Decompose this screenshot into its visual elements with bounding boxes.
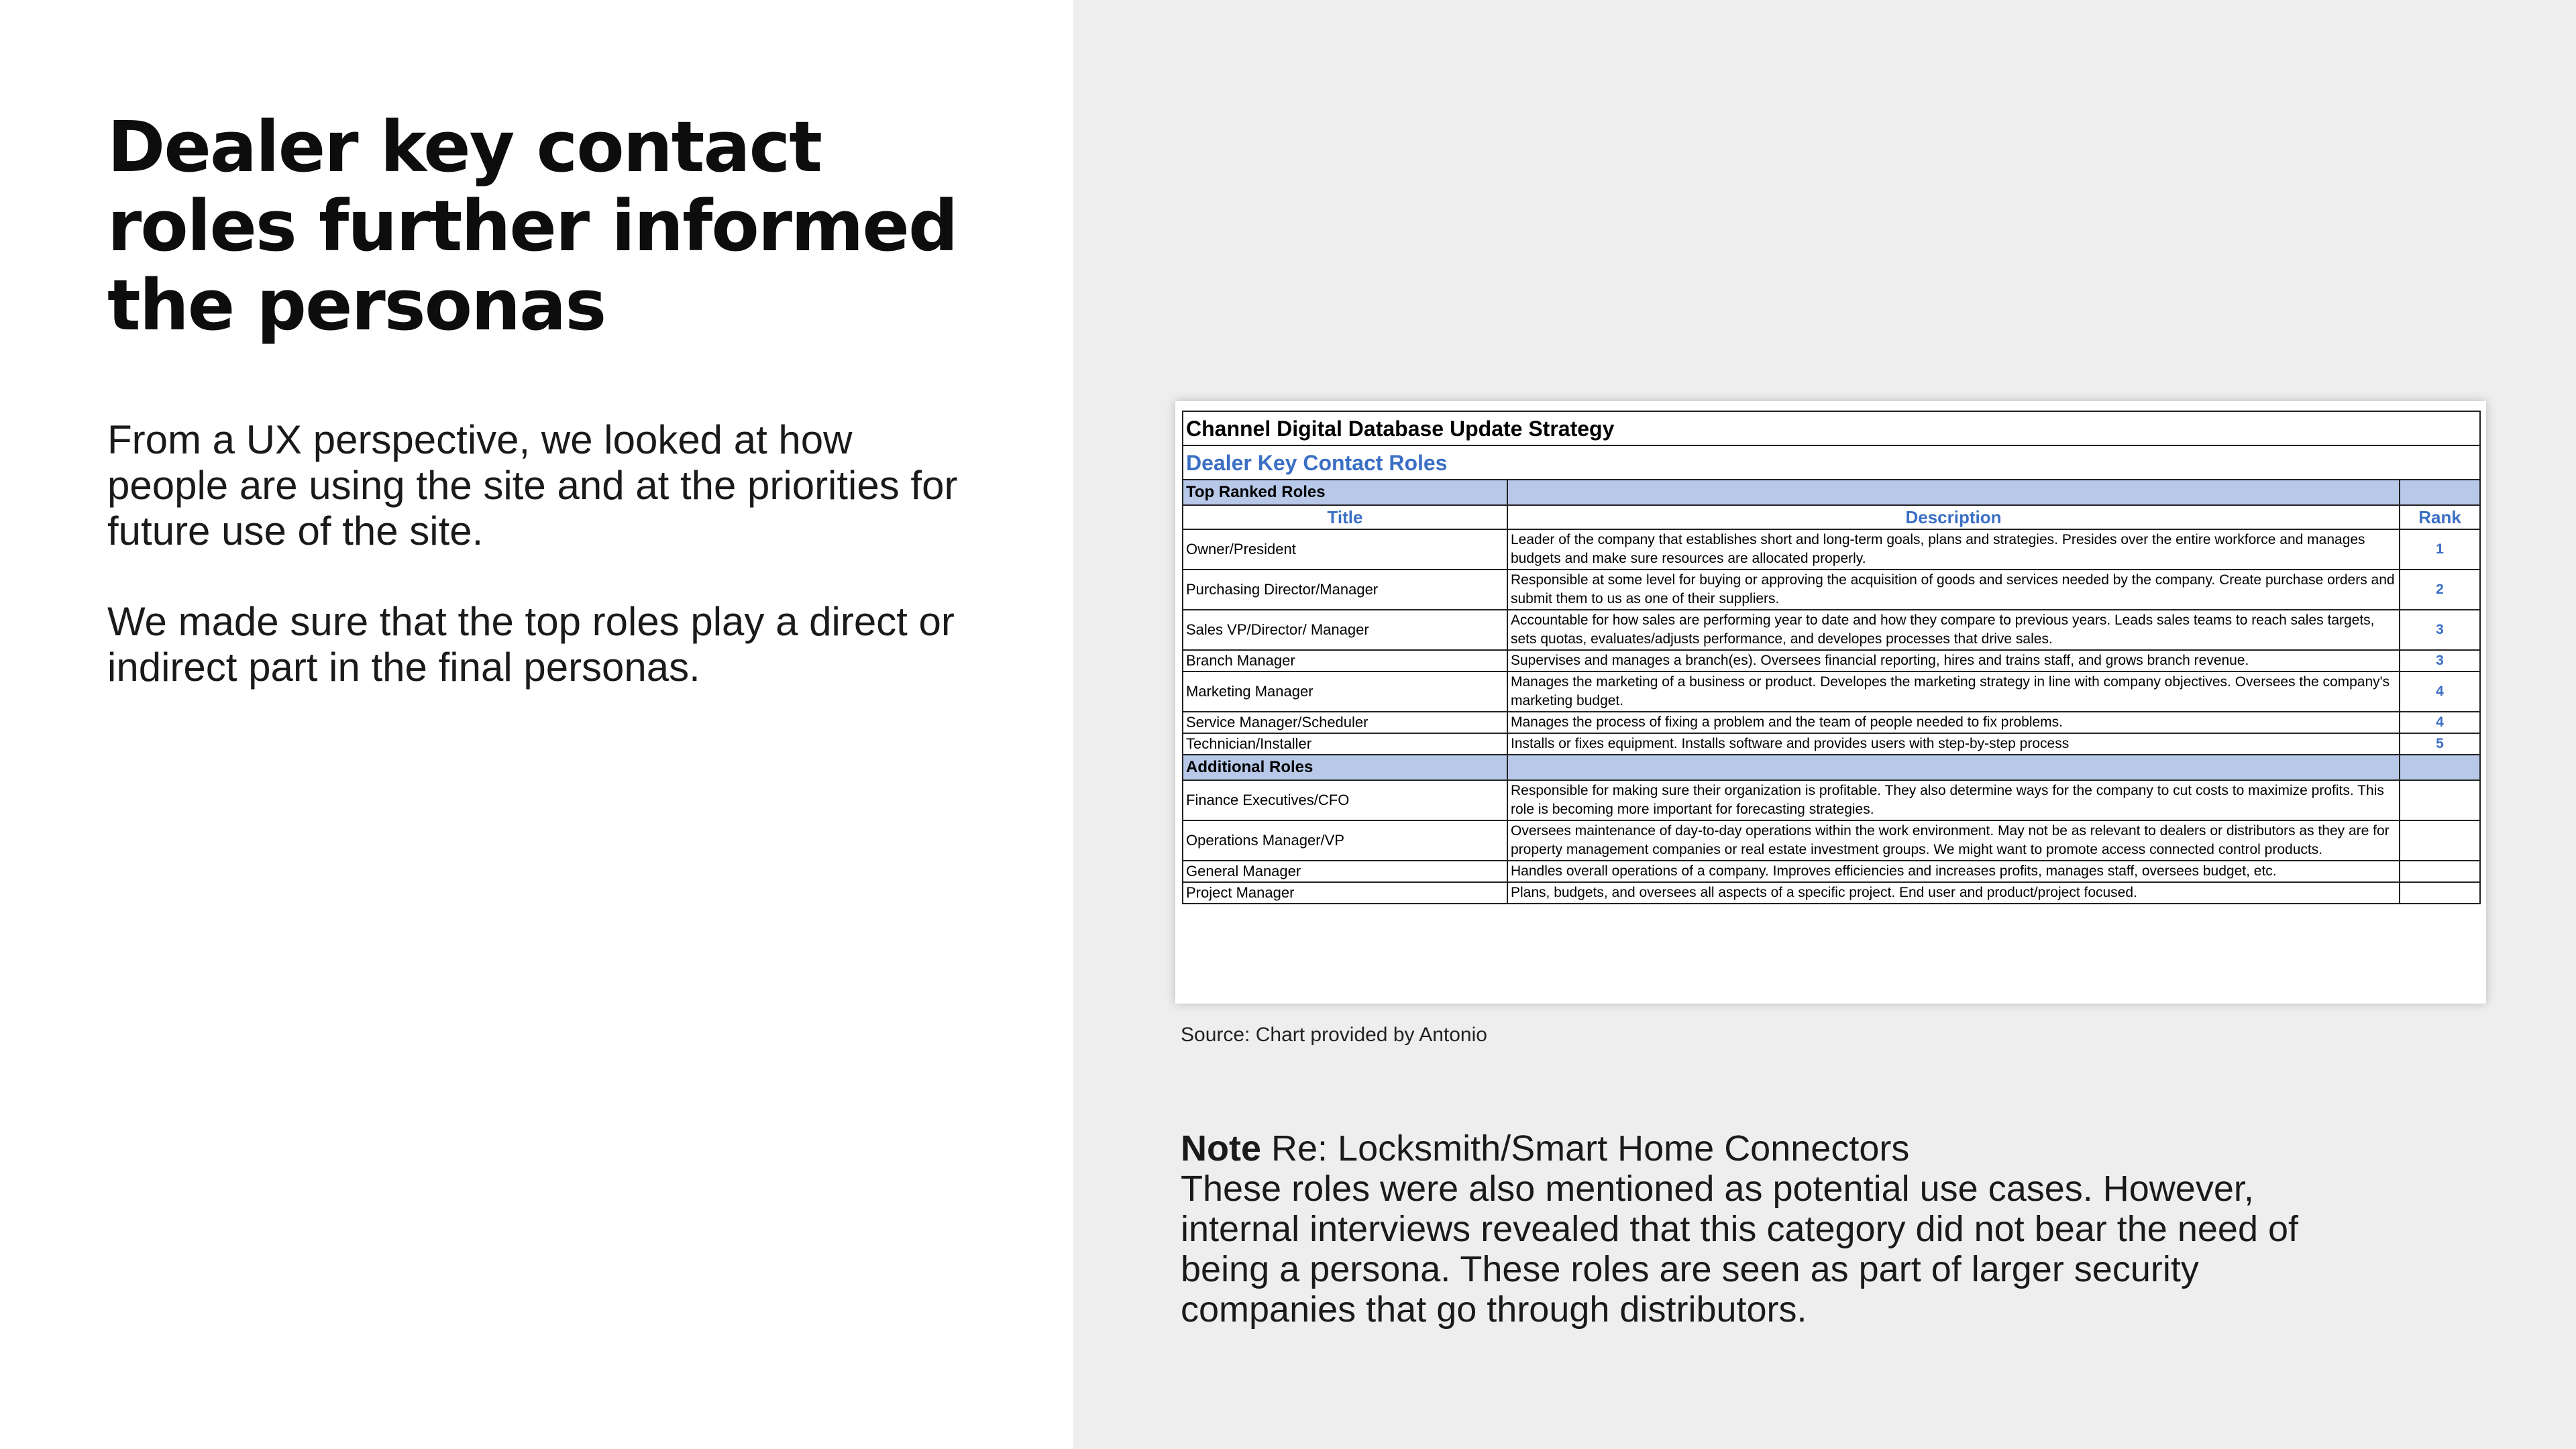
role-rank: [2400, 882, 2480, 904]
column-header-title: Title: [1183, 505, 1507, 529]
role-description: Supervises and manages a branch(es). Oversees financial reporting, hires and trains staff, and grows branch revenue.: [1507, 650, 2400, 672]
table-row: [1183, 650, 2480, 672]
table-row: [1183, 820, 2480, 861]
role-description: Installs or fixes equipment. Installs software and provides users with step-by-step process: [1507, 733, 2400, 755]
table-row: [1183, 672, 2480, 712]
column-header-description: Description: [1507, 505, 2400, 529]
intro-paragraph-1: From a UX perspective, we looked at how people are using the site and at the priorities for future use of the site.: [107, 417, 958, 553]
table-row: [1183, 610, 2480, 650]
role-rank: 1: [2400, 529, 2480, 570]
role-description: Responsible for making sure their organization is profitable. They also determine ways for the company to cut costs to maximize profits. This role is becoming more important for forecasting strategies.: [1507, 780, 2400, 820]
note-heading-line: [1181, 1128, 2321, 1169]
column-header-rank: Rank: [2400, 505, 2480, 529]
role-title: Marketing Manager: [1183, 672, 1507, 712]
source-caption: Source: Chart provided by Antonio: [1181, 1024, 1487, 1046]
page-title: Dealer key contact roles further informed the personas: [107, 106, 957, 346]
left-panel: [0, 0, 1073, 1449]
role-description: Oversees maintenance of day-to-day operations within the work environment. May not be as relevant to dealers or distributors as they are for property management companies or real estate investment groups. We might want to promote access connected control products.: [1507, 820, 2400, 861]
role-description: Plans, budgets, and oversees all aspects of a specific project. End user and product/project focused.: [1507, 882, 2400, 904]
role-rank: 3: [2400, 650, 2480, 672]
role-description: Accountable for how sales are performing year to date and how they compare to previous years. Leads sales teams to reach sales targets, sets quotas, evaluates/adjusts performance, and developes processes that drive sales.: [1507, 610, 2400, 650]
note-block: [1181, 1128, 2321, 1330]
sheet-title: Channel Digital Database Update Strategy: [1183, 411, 2480, 445]
note-label: Note: [1181, 1128, 1261, 1169]
role-description: Manages the process of fixing a problem and the team of people needed to fix problems.: [1507, 712, 2400, 733]
table-row: [1183, 570, 2480, 610]
role-rank: 4: [2400, 712, 2480, 733]
table-row: [1183, 733, 2480, 755]
role-description: Handles overall operations of a company. Improves efficiencies and increases profits, manages staff, oversees budget, etc.: [1507, 861, 2400, 882]
table-row: [1183, 882, 2480, 904]
note-body: These roles were also mentioned as potential use cases. However, internal interviews revealed that this category did not bear the need of being a persona. These roles are seen as part of larger security companies that go through distributors.: [1181, 1169, 2299, 1330]
role-rank: [2400, 780, 2480, 820]
section-label-additional: Additional Roles: [1183, 755, 1507, 780]
role-title: Finance Executives/CFO: [1183, 780, 1507, 820]
role-description: Responsible at some level for buying or approving the acquisition of goods and services needed by the company. Create purchase orders and submit them to us as one of their suppliers.: [1507, 570, 2400, 610]
role-title: Owner/President: [1183, 529, 1507, 570]
section-row-additional: [1183, 755, 2480, 780]
table-row: [1183, 861, 2480, 882]
role-title: Sales VP/Director/ Manager: [1183, 610, 1507, 650]
intro-paragraph-2: We made sure that the top roles play a direct or indirect part in the final personas.: [107, 599, 955, 690]
table-row: [1183, 712, 2480, 733]
sheet-subtitle: Dealer Key Contact Roles: [1183, 445, 2480, 480]
role-rank: [2400, 861, 2480, 882]
roles-table: [1182, 411, 2481, 904]
role-rank: 2: [2400, 570, 2480, 610]
role-title: General Manager: [1183, 861, 1507, 882]
role-title: Service Manager/Scheduler: [1183, 712, 1507, 733]
table-row: [1183, 529, 2480, 570]
role-title: Project Manager: [1183, 882, 1507, 904]
role-title: Branch Manager: [1183, 650, 1507, 672]
role-title: Technician/Installer: [1183, 733, 1507, 755]
table-row: [1183, 780, 2480, 820]
spreadsheet-screenshot: [1175, 401, 2486, 1004]
role-title: Purchasing Director/Manager: [1183, 570, 1507, 610]
role-description: Manages the marketing of a business or product. Developes the marketing strategy in line with company objectives. Oversees the company's marketing budget.: [1507, 672, 2400, 712]
role-rank: [2400, 820, 2480, 861]
role-title: Operations Manager/VP: [1183, 820, 1507, 861]
role-rank: 4: [2400, 672, 2480, 712]
role-description: Leader of the company that establishes short and long-term goals, plans and strategies. Presides over the entire workforce and manages budgets and make sure resources are allocated properly.: [1507, 529, 2400, 570]
role-rank: 3: [2400, 610, 2480, 650]
role-rank: 5: [2400, 733, 2480, 755]
note-heading: Re: Locksmith/Smart Home Connectors: [1261, 1128, 1910, 1169]
section-label-top: Top Ranked Roles: [1183, 480, 1507, 505]
